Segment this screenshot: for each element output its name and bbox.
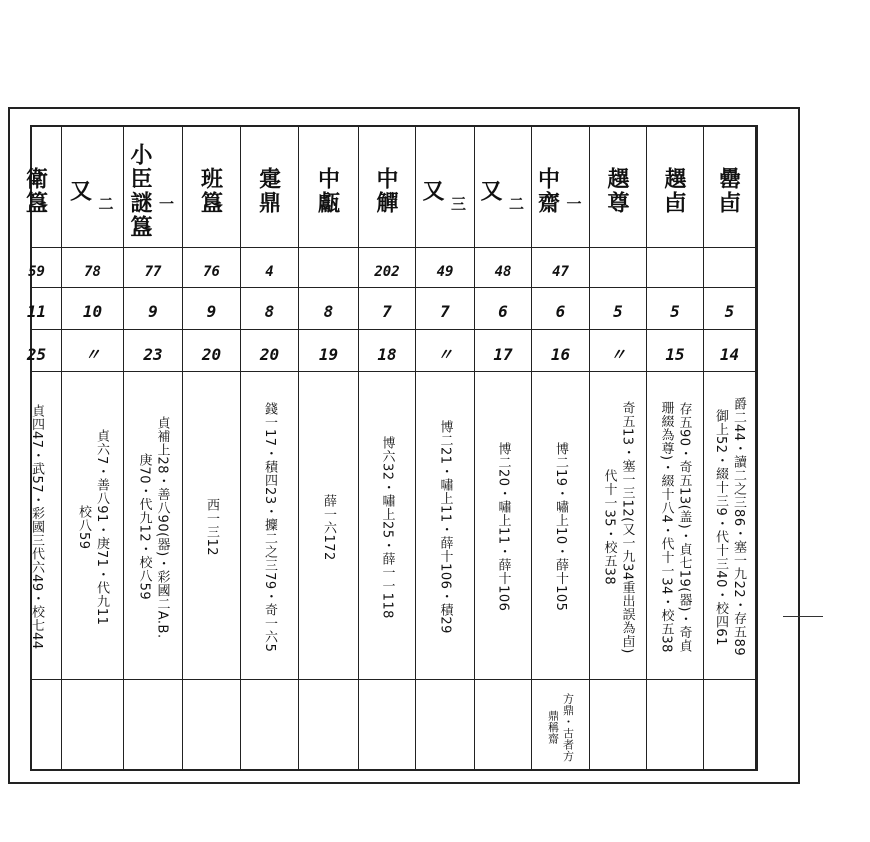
ref-line: 博六32・嘯上25・薛一一118 <box>379 435 395 619</box>
page-number: 25 <box>26 345 47 364</box>
column-title <box>416 135 474 247</box>
ref-line: 奇五13・塞一三12(又一九34重出誤為卣) <box>619 400 635 654</box>
page-number: 18 <box>377 345 397 364</box>
ref-line: 貞六7・善八91・庚71・代九11 <box>94 428 109 626</box>
section-number: 6 <box>555 302 566 321</box>
bibliography-refs <box>12 377 61 677</box>
title-text: 又 <box>419 179 445 203</box>
catalog-number: 59 <box>28 264 45 280</box>
remark <box>590 687 646 767</box>
bibliography-refs <box>359 377 415 677</box>
remark <box>12 687 61 767</box>
ref-line: 爵二44・讀二之三86・塞一九22・存五89 <box>731 397 746 657</box>
page-number: 15 <box>665 345 685 364</box>
ref-line: 珊綴為尊)・綴十八4・代十一34・校五38 <box>658 401 674 653</box>
page-number: 〃 <box>436 345 453 364</box>
table-column <box>475 127 532 769</box>
title-text: 中觶 <box>373 167 399 215</box>
remark <box>241 687 298 767</box>
table-column <box>12 127 62 769</box>
table-column <box>704 127 756 769</box>
remark <box>416 687 474 767</box>
title-text: 班簋 <box>197 167 224 215</box>
remark <box>475 687 531 767</box>
column-title <box>532 135 589 247</box>
column-title <box>475 135 531 247</box>
column-title <box>647 135 703 247</box>
section-number: 9 <box>206 302 217 321</box>
ref-line: 代十一35・校五38 <box>601 468 617 586</box>
title-text: 疐鼎 <box>255 167 282 215</box>
title-index: 三 <box>449 195 467 213</box>
ref-line: 博二21・嘯上11・薛十106・積29 <box>437 420 453 634</box>
remark <box>183 687 240 767</box>
title-text: 又 <box>66 179 93 203</box>
column-title <box>241 135 298 247</box>
page-number: 17 <box>493 345 513 364</box>
bibliography-refs <box>416 377 474 677</box>
catalog-number <box>647 259 703 285</box>
column-title <box>590 135 646 247</box>
note-line: 鼎稱齋 <box>546 709 560 745</box>
remark <box>359 687 415 767</box>
catalog-number: 76 <box>203 264 220 280</box>
catalog-number <box>704 259 755 285</box>
catalog-number: 77 <box>144 264 162 280</box>
catalog-number: 49 <box>436 264 454 280</box>
note-line: 方鼎・古者方 <box>561 692 575 762</box>
column-title <box>299 135 358 247</box>
section-number: 8 <box>264 302 275 321</box>
bibliography-refs <box>475 377 531 677</box>
section-number: 6 <box>498 302 508 321</box>
section-number: 7 <box>382 302 392 321</box>
remark <box>704 687 755 767</box>
catalog-number: 48 <box>494 264 512 280</box>
column-title <box>359 135 415 247</box>
catalog-number: 202 <box>374 264 400 280</box>
section-number: 10 <box>82 302 103 321</box>
title-text: 趩卣 <box>661 167 687 215</box>
page-number: 19 <box>318 345 339 364</box>
title-text: 小臣謎簋 <box>127 143 153 239</box>
table-column <box>416 127 475 769</box>
title-text: 中齋 <box>534 167 561 215</box>
ref-line: 博二19・嘯上10・薛十105 <box>553 442 568 612</box>
column-title <box>183 135 240 247</box>
column-title <box>704 135 755 247</box>
column-title <box>124 135 182 247</box>
remark <box>299 687 358 767</box>
title-text: 衛簋 <box>22 167 49 215</box>
catalog-number <box>299 259 358 285</box>
section-number: 7 <box>440 302 450 321</box>
title-index: 二 <box>507 195 525 213</box>
table-column <box>241 127 299 769</box>
table-column <box>647 127 704 769</box>
page-number: 23 <box>143 345 163 364</box>
reference-table <box>22 125 758 771</box>
title-index: 一 <box>157 195 175 213</box>
page-number: 14 <box>719 345 740 364</box>
title-text: 罍卣 <box>715 167 742 215</box>
remark <box>647 687 703 767</box>
table-column <box>62 127 124 769</box>
page-number: 16 <box>550 345 571 364</box>
catalog-number: 78 <box>84 264 101 280</box>
table-column <box>532 127 590 769</box>
ref-line: 薛一六172 <box>321 493 336 561</box>
ref-line: 庚70・代九12・校八59 <box>136 453 152 601</box>
ref-line: 西一三12 <box>204 497 219 557</box>
bibliography-refs <box>704 377 755 677</box>
section-number: 5 <box>724 302 735 321</box>
page-number: 20 <box>259 345 280 364</box>
ref-line: 博二20・嘯上11・薛十106 <box>495 442 511 612</box>
bibliography-refs <box>62 377 123 677</box>
ref-line: 存五90・奇五13(盖)・貞七19(器)・奇貞 <box>676 401 692 653</box>
remark <box>532 687 589 767</box>
title-text: 趩尊 <box>604 167 630 215</box>
ref-line: 貞四47・武57・彩國三代六49・校七44 <box>29 404 44 650</box>
section-number: 5 <box>670 302 680 321</box>
bibliography-refs <box>124 377 182 677</box>
bibliography-refs <box>183 377 240 677</box>
catalog-number <box>590 259 646 285</box>
page-number: 20 <box>201 345 222 364</box>
bibliography-refs <box>299 377 358 677</box>
section-number: 5 <box>613 302 623 321</box>
page-number: 〃 <box>609 345 626 364</box>
ref-line: 錢一17・積四23・攈二之三79・奇一六5 <box>262 401 277 653</box>
bibliography-refs <box>647 377 703 677</box>
table-column <box>299 127 359 769</box>
section-number: 8 <box>323 302 334 321</box>
ref-line: 校八59 <box>76 504 91 550</box>
title-index: 二 <box>96 195 115 213</box>
section-number: 9 <box>148 302 158 321</box>
title-index: 一 <box>564 195 583 213</box>
page-number: 〃 <box>84 345 101 364</box>
column-title <box>12 135 61 247</box>
remark <box>62 687 123 767</box>
table-column <box>183 127 241 769</box>
bibliography-refs <box>241 377 298 677</box>
title-text: 又 <box>477 179 503 203</box>
table-column <box>124 127 183 769</box>
catalog-number: 47 <box>552 264 569 280</box>
margin-rule <box>783 616 823 617</box>
catalog-number: 4 <box>265 264 274 280</box>
table-column <box>590 127 647 769</box>
table-column <box>359 127 416 769</box>
title-text: 中甗 <box>314 167 341 215</box>
bibliography-refs <box>532 377 589 677</box>
bibliography-refs <box>590 377 646 677</box>
ref-line: 貞補上28・善八90(器)・彩國二A.B. <box>154 415 170 639</box>
column-title <box>62 135 123 247</box>
section-number: 11 <box>26 302 47 321</box>
remark <box>124 687 182 767</box>
ref-line: 御上52・綴十三9・代十三40・校四61 <box>713 408 728 646</box>
